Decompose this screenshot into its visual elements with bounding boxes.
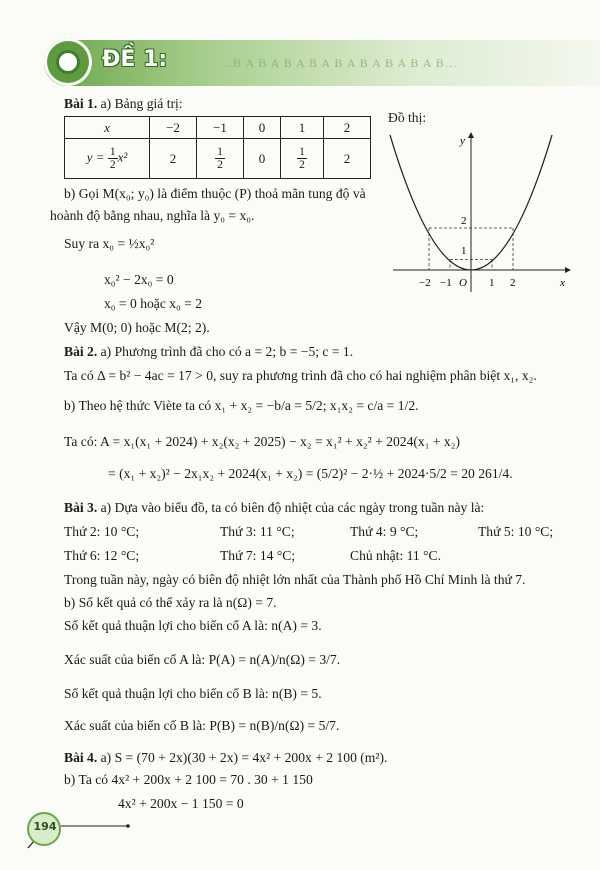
x-tick-label: 2: [510, 277, 516, 289]
y-tick-label: 2: [461, 215, 467, 227]
value-table: [64, 116, 371, 179]
bai1-b-line1: b) Gọi M(x₀; y₀) là điểm thuộc (P) thoả mãn tung độ và: [64, 186, 366, 201]
bai2-delta: Ta có Δ = b² − 4ac = 17 > 0, suy ra phương trình đã cho có hai nghiệm phân biệt x₁, x₂.: [64, 368, 537, 383]
exam-title: ĐỀ 1:: [102, 47, 168, 72]
header-pattern: …B A B A B A B A B A B A B A B A B…: [220, 56, 458, 70]
bai2-viete: b) Theo hệ thức Viète ta có x₁ + x₂ = −b/a = 5/2; x₁x₂ = c/a = 1/2.: [64, 398, 419, 413]
y-label-frac: [108, 146, 118, 171]
y-axis-label: y: [460, 135, 465, 147]
table-row: [65, 117, 371, 139]
x-axis-arrow-icon: [565, 267, 571, 273]
bai4-line: [64, 750, 387, 766]
y-label-rhs: x²: [117, 149, 128, 165]
bai3-omega: b) Số kết quả có thể xảy ra là n(Ω) = 7.: [64, 595, 277, 610]
bai2-result: = (x₁ + x₂)² − 2x₁x₂ + 2024(x₁ + x₂) = (5/2)² − 2·½ + 2024·5/2 = 20 261/4.: [108, 466, 513, 481]
table-cell: 0: [244, 139, 281, 179]
x-axis-label: x: [560, 277, 565, 289]
table-row: [65, 139, 371, 179]
bai3-probA: Xác suất của biến cố A là: P(A) = n(A)/n(Ω) = 3/7.: [64, 652, 341, 667]
table-cell: 0: [244, 117, 281, 139]
table-cell: $\frac{1}{2}$: [281, 139, 324, 179]
parabola-graph: [385, 130, 575, 300]
day-item: Thứ 6: 12 °C;: [64, 548, 140, 563]
bai2-ta-co: Ta có: A = x₁(x₁ + 2024) + x₂(x₂ + 2025) − x₂ = x₁² + x₂² + 2024(x₁ + x₂): [64, 434, 460, 449]
bai3-max: Trong tuần này, ngày có biên độ nhiệt lớn nhất của Thành phố Hồ Chí Minh là thứ 7.: [64, 572, 526, 587]
day-item: Thứ 2: 10 °C;: [64, 524, 140, 539]
table-cell: 2: [150, 139, 197, 179]
bai3-favB: Số kết quả thuận lợi cho biến cố B là: n(B) = 5.: [64, 686, 322, 701]
table-cell: −2: [150, 117, 197, 139]
table-cell: 2: [324, 117, 371, 139]
y-label-lhs: y =: [86, 149, 105, 165]
bai2-line: [64, 344, 353, 360]
table-cell: 2: [324, 139, 371, 179]
bai4-heading: Bài 4.: [64, 750, 98, 765]
day-item: Thứ 5: 10 °C;: [478, 524, 554, 539]
table-cell: [65, 139, 150, 179]
bai3-line: [64, 500, 484, 516]
bai1-heading: Bài 1.: [64, 96, 98, 111]
origin-label: O: [459, 277, 467, 289]
bai1-eq2: x₀ = 0 hoặc x₀ = 2: [104, 296, 203, 311]
bai1-a-text: a) Bảng giá trị:: [100, 96, 183, 111]
bai3-probB: Xác suất của biến cố B là: P(B) = n(B)/n(Ω) = 5/7.: [64, 718, 340, 733]
bai2-heading: Bài 2.: [64, 344, 98, 359]
bai2-a-text: a) Phương trình đã cho có a = 2; b = −5; c = 1.: [100, 344, 354, 359]
x-tick-label: 1: [489, 277, 495, 289]
y-axis-arrow-icon: [468, 132, 474, 138]
day-item: Thứ 4: 9 °C;: [350, 524, 419, 539]
bai1-line: [64, 96, 183, 112]
bai4-a-text: a) S = (70 + 2x)(30 + 2x) = 4x² + 200x + 2 100 (m²).: [100, 750, 388, 765]
frac-den: 2: [109, 159, 116, 171]
bai1-suy-ra: Suy ra x₀ = ½x₀²: [64, 236, 155, 251]
bai3-heading: Bài 3.: [64, 500, 98, 515]
day-item: Thứ 3: 11 °C;: [220, 524, 295, 539]
table-cell: $\frac{1}{2}$: [197, 139, 244, 179]
x-tick-label: −1: [440, 277, 452, 289]
page-number-dot-icon: [126, 824, 130, 828]
bai1-b-line2: hoành độ bằng nhau, nghĩa là y₀ = x₀.: [50, 208, 255, 223]
table-cell: −1: [197, 117, 244, 139]
bai4-eq: 4x² + 200x − 1 150 = 0: [118, 796, 244, 811]
bai1-eq1: x₀² − 2x₀ = 0: [104, 272, 174, 287]
bai3-favA: Số kết quả thuận lợi cho biến cố A là: n(A) = 3.: [64, 618, 322, 633]
table-cell: 1: [281, 117, 324, 139]
day-item: Chủ nhật: 11 °C.: [350, 548, 442, 563]
bai4-b-text: b) Ta có 4x² + 200x + 2 100 = 70 . 30 + 1 150: [64, 772, 313, 787]
y-tick-label: 1: [461, 245, 467, 257]
day-item: Thứ 7: 14 °C;: [220, 548, 296, 563]
page-number: 194: [33, 820, 57, 833]
graph-label: Đồ thị:: [388, 110, 427, 125]
table-cell: x: [65, 117, 150, 139]
bai1-conclusion: Vậy M(0; 0) hoặc M(2; 2).: [64, 320, 210, 335]
bai3-a-text: a) Dựa vào biểu đồ, ta có biên độ nhiệt của các ngày trong tuần này là:: [100, 500, 485, 515]
header-ring-icon: [56, 50, 80, 74]
frac-num: 1: [109, 146, 116, 158]
x-tick-label: −2: [419, 277, 431, 289]
